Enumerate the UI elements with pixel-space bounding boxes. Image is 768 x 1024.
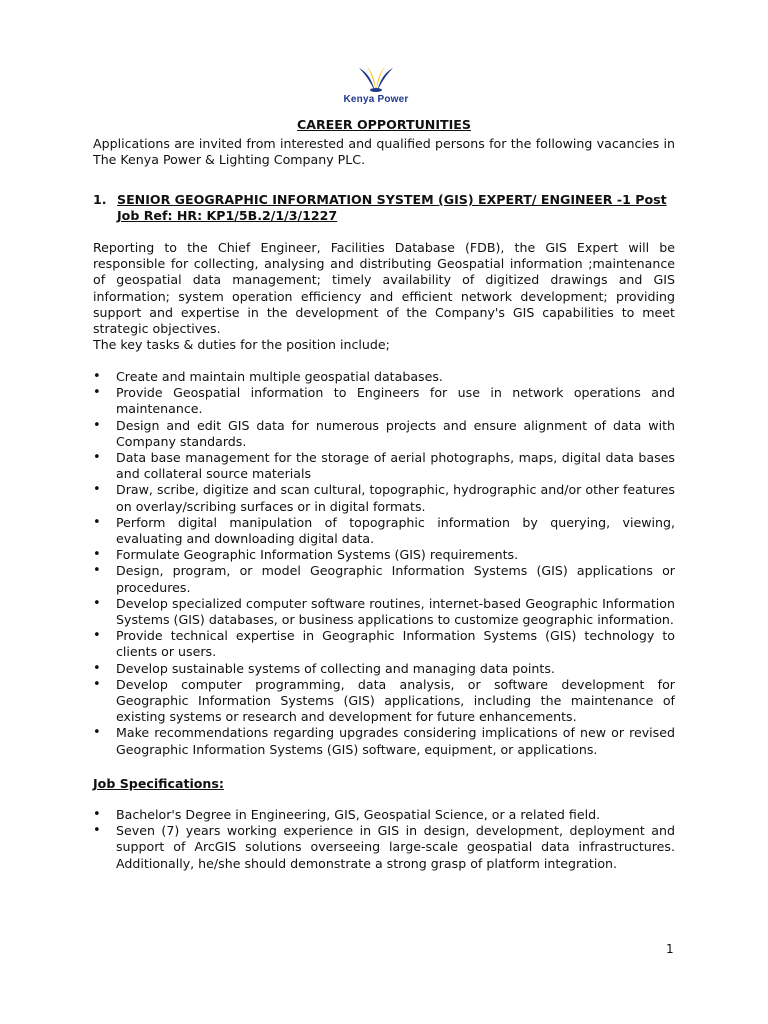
page-number: 1 (666, 942, 674, 956)
list-item: • Perform digital manipulation of topographic information by querying, viewing, evaluating and downloading digital data. (93, 515, 675, 547)
job-description: Reporting to the Chief Engineer, Facilities Database (FDB), the GIS Expert will be responsible for collecting, analysing and distributing Geospatial information ;maintenance of geospatial data management; timely availability of digitized drawings and GIS information; system operation efficiency and efficient network development; providing support and expertise in the development of the Company's GIS capabilities to meet strategic objectives. (93, 240, 675, 337)
list-item: • Bachelor's Degree in Engineering, GIS, Geospatial Science, or a related field. (93, 807, 675, 823)
list-item: • Create and maintain multiple geospatial databases. (93, 369, 675, 385)
list-item: • Draw, scribe, digitize and scan cultural, topographic, hydrographic and/or other features on overlay/scribing surfaces or in digital formats. (93, 482, 675, 514)
list-item: • Develop specialized computer software routines, internet-based Geographic Information Systems (GIS) databases, or business applications to customize geographic information. (93, 596, 675, 628)
company-logo (330, 64, 422, 110)
job-title: SENIOR GEOGRAPHIC INFORMATION SYSTEM (GIS) EXPERT/ ENGINEER -1 Post (117, 192, 667, 207)
list-item: • Provide technical expertise in Geographic Information Systems (GIS) technology to clients or users. (93, 628, 675, 660)
list-item: • Data base management for the storage of aerial photographs, maps, digital data bases and collateral source materials (93, 450, 675, 482)
job-reference: Job Ref: HR: KP1/5B.2/1/3/1227 (117, 208, 338, 224)
tasks-list (93, 369, 675, 758)
list-item: • Make recommendations regarding upgrades considering implications of new or revised Geographic Information Systems (GIS) software, equipment, or applications. (93, 725, 675, 757)
job-number: 1. (93, 192, 107, 207)
list-item: • Design and edit GIS data for numerous projects and ensure alignment of data with Company standards. (93, 418, 675, 450)
logo-text: Kenya Power (343, 94, 409, 105)
list-item: • Design, program, or model Geographic Information Systems (GIS) applications or procedures. (93, 563, 675, 595)
list-item: • Seven (7) years working experience in GIS in design, development, deployment and support of ArcGIS solutions overseeing large-scale geospatial data infrastructures. Additionally, he/she should demonstrate a strong grasp of platform integration. (93, 823, 675, 872)
tasks-intro: The key tasks & duties for the position include; (93, 337, 390, 352)
job-specifications-heading: Job Specifications: (93, 776, 224, 791)
job-heading (93, 192, 675, 224)
list-item: • Develop computer programming, data analysis, or software development for Geographic Information Systems (GIS) applications, including the maintenance of existing systems or research and development for future enhancements. (93, 677, 675, 726)
intro-paragraph: Applications are invited from interested and qualified persons for the following vacancies in The Kenya Power & Lighting Company PLC. (93, 136, 675, 168)
list-item: • Formulate Geographic Information Systems (GIS) requirements. (93, 547, 675, 563)
page-title: CAREER OPPORTUNITIES (297, 117, 471, 132)
kenya-power-emblem-icon (351, 64, 401, 94)
specifications-list (93, 807, 675, 872)
list-item: • Develop sustainable systems of collecting and managing data points. (93, 661, 675, 677)
list-item: • Provide Geospatial information to Engineers for use in network operations and maintenance. (93, 385, 675, 417)
